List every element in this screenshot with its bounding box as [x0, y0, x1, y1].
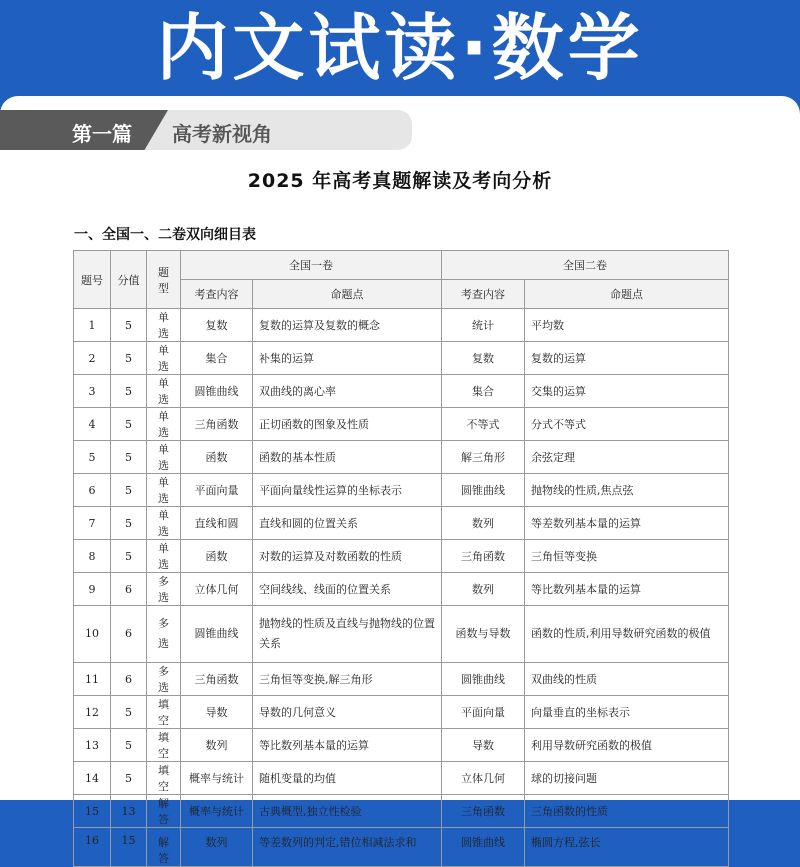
cell-num: 3 [74, 375, 111, 408]
cell-paper1-content: 数列 [181, 828, 253, 867]
cell-paper1-point: 双曲线的离心率 [253, 375, 442, 408]
cell-score: 5 [111, 375, 147, 408]
cell-paper1-point: 三角恒等变换,解三角形 [253, 663, 442, 696]
section-tag [0, 110, 412, 150]
cell-paper1-content: 直线和圆 [181, 507, 253, 540]
cell-score: 5 [111, 408, 147, 441]
cell-num: 1 [74, 309, 111, 342]
table-row [74, 762, 729, 795]
cell-paper2-point: 椭圆方程,弦长 [525, 828, 729, 867]
top-banner [0, 0, 800, 96]
table-row [74, 408, 729, 441]
cell-paper1-point: 对数的运算及对数函数的性质 [253, 540, 442, 573]
spec-table [73, 250, 729, 867]
cell-type: 解答 [147, 828, 181, 867]
cell-type: 单选 [147, 342, 181, 375]
header-paper2-point: 命题点 [525, 280, 729, 309]
cell-paper2-content: 数列 [442, 573, 525, 606]
cell-score: 5 [111, 729, 147, 762]
cell-num: 16 [74, 828, 111, 867]
cell-type: 单选 [147, 408, 181, 441]
cell-num: 14 [74, 762, 111, 795]
cell-paper1-content: 三角函数 [181, 663, 253, 696]
cell-paper2-point: 等比数列基本量的运算 [525, 573, 729, 606]
document-page [0, 96, 800, 865]
cell-paper2-point: 抛物线的性质,焦点弦 [525, 474, 729, 507]
cell-paper2-point: 分式不等式 [525, 408, 729, 441]
cell-num: 7 [74, 507, 111, 540]
header-score: 分值 [111, 251, 147, 309]
cell-paper2-content: 集合 [442, 375, 525, 408]
cell-paper2-point: 球的切接问题 [525, 762, 729, 795]
cell-paper1-content: 立体几何 [181, 573, 253, 606]
cell-paper1-content: 平面向量 [181, 474, 253, 507]
cell-paper1-point: 等差数列的判定,错位相减法求和 [253, 828, 442, 867]
cell-paper2-content: 数列 [442, 507, 525, 540]
cell-type: 单选 [147, 309, 181, 342]
table-row [74, 375, 729, 408]
banner-title: 内文试读·数学 [156, 6, 644, 90]
cell-type: 填空 [147, 696, 181, 729]
cell-paper1-content: 函数 [181, 540, 253, 573]
cell-num: 2 [74, 342, 111, 375]
cell-paper2-point: 函数的性质,利用导数研究函数的极值 [525, 606, 729, 663]
cell-paper2-point: 交集的运算 [525, 375, 729, 408]
cell-num: 11 [74, 663, 111, 696]
cell-paper2-content: 立体几何 [442, 762, 525, 795]
header-paper2: 全国二卷 [442, 251, 729, 280]
document-title: 2025 年高考真题解读及考向分析 [247, 170, 553, 192]
cell-score: 5 [111, 540, 147, 573]
section-tag-title: 高考新视角 [172, 122, 272, 146]
table-row [74, 573, 729, 606]
cell-paper1-content: 数列 [181, 729, 253, 762]
table-row [74, 606, 729, 663]
table-row [74, 540, 729, 573]
table-heading: 一、全国一、二卷双向细目表 [74, 227, 256, 243]
header-paper2-content: 考查内容 [442, 280, 525, 309]
header-paper1-point: 命题点 [253, 280, 442, 309]
cell-paper2-content: 不等式 [442, 408, 525, 441]
cell-paper1-point: 导数的几何意义 [253, 696, 442, 729]
header-num: 题号 [74, 251, 111, 309]
cell-paper1-point: 等比数列基本量的运算 [253, 729, 442, 762]
cell-type: 多选 [147, 606, 181, 663]
cell-paper1-content: 函数 [181, 441, 253, 474]
cell-paper2-point: 双曲线的性质 [525, 663, 729, 696]
table-row [74, 342, 729, 375]
table-row [74, 309, 729, 342]
cell-paper2-content: 圆锥曲线 [442, 474, 525, 507]
cell-score: 6 [111, 606, 147, 663]
cell-paper2-point: 三角恒等变换 [525, 540, 729, 573]
cell-type: 单选 [147, 375, 181, 408]
cell-type: 单选 [147, 540, 181, 573]
cell-num: 13 [74, 729, 111, 762]
cell-score: 5 [111, 342, 147, 375]
cell-type: 填空 [147, 729, 181, 762]
cell-paper1-point: 抛物线的性质及直线与抛物线的位置关系 [253, 606, 442, 663]
cell-type: 多选 [147, 573, 181, 606]
table-row [74, 474, 729, 507]
cell-type: 单选 [147, 507, 181, 540]
cell-type: 多选 [147, 663, 181, 696]
cell-paper1-point: 复数的运算及复数的概念 [253, 309, 442, 342]
cell-paper2-point: 利用导数研究函数的极值 [525, 729, 729, 762]
cell-paper2-content: 圆锥曲线 [442, 828, 525, 867]
cell-paper1-point: 直线和圆的位置关系 [253, 507, 442, 540]
cell-paper2-content: 统计 [442, 309, 525, 342]
table-row [74, 795, 729, 828]
cell-type: 单选 [147, 441, 181, 474]
cell-score: 5 [111, 441, 147, 474]
cell-num: 5 [74, 441, 111, 474]
table-row [74, 441, 729, 474]
cell-paper2-content: 圆锥曲线 [442, 663, 525, 696]
cell-type: 解答 [147, 795, 181, 828]
cell-paper2-point: 三角函数的性质 [525, 795, 729, 828]
cell-num: 4 [74, 408, 111, 441]
cell-score: 5 [111, 309, 147, 342]
cell-score: 5 [111, 507, 147, 540]
cell-score: 15 [111, 828, 147, 867]
cell-type: 单选 [147, 474, 181, 507]
cell-paper1-point: 正切函数的图象及性质 [253, 408, 442, 441]
cell-num: 10 [74, 606, 111, 663]
cell-paper1-point: 平面向量线性运算的坐标表示 [253, 474, 442, 507]
cell-paper2-content: 导数 [442, 729, 525, 762]
table-row [74, 729, 729, 762]
cell-paper1-content: 概率与统计 [181, 762, 253, 795]
cell-paper1-content: 三角函数 [181, 408, 253, 441]
cell-paper2-point: 平均数 [525, 309, 729, 342]
table-row [74, 663, 729, 696]
cell-paper1-content: 圆锥曲线 [181, 606, 253, 663]
header-type: 题型 [147, 251, 181, 309]
cell-num: 8 [74, 540, 111, 573]
cell-paper2-point: 复数的运算 [525, 342, 729, 375]
cell-paper1-content: 集合 [181, 342, 253, 375]
cell-score: 6 [111, 573, 147, 606]
cell-paper1-point: 古典概型,独立性检验 [253, 795, 442, 828]
cell-score: 6 [111, 663, 147, 696]
cell-paper1-point: 函数的基本性质 [253, 441, 442, 474]
cell-type: 填空 [147, 762, 181, 795]
cell-paper2-content: 解三角形 [442, 441, 525, 474]
table-row [74, 507, 729, 540]
cell-paper1-point: 空间线线、线面的位置关系 [253, 573, 442, 606]
cell-num: 12 [74, 696, 111, 729]
cell-paper2-point: 向量垂直的坐标表示 [525, 696, 729, 729]
cell-paper2-content: 三角函数 [442, 540, 525, 573]
cell-paper1-content: 圆锥曲线 [181, 375, 253, 408]
cell-paper1-content: 概率与统计 [181, 795, 253, 828]
cell-score: 5 [111, 696, 147, 729]
cell-paper2-point: 等差数列基本量的运算 [525, 507, 729, 540]
header-paper1-content: 考查内容 [181, 280, 253, 309]
cell-paper2-content: 复数 [442, 342, 525, 375]
table-row [74, 828, 729, 867]
cell-paper1-content: 导数 [181, 696, 253, 729]
cell-paper2-content: 三角函数 [442, 795, 525, 828]
cell-score: 5 [111, 474, 147, 507]
table-row [74, 696, 729, 729]
cell-paper1-point: 补集的运算 [253, 342, 442, 375]
cell-paper2-content: 平面向量 [442, 696, 525, 729]
cell-num: 15 [74, 795, 111, 828]
cell-score: 5 [111, 762, 147, 795]
cell-score: 13 [111, 795, 147, 828]
header-paper1: 全国一卷 [181, 251, 442, 280]
cell-num: 9 [74, 573, 111, 606]
cell-num: 6 [74, 474, 111, 507]
section-tag-number: 第一篇 [72, 122, 132, 146]
cell-paper2-content: 函数与导数 [442, 606, 525, 663]
cell-paper1-point: 随机变量的均值 [253, 762, 442, 795]
cell-paper1-content: 复数 [181, 309, 253, 342]
cell-paper2-point: 余弦定理 [525, 441, 729, 474]
